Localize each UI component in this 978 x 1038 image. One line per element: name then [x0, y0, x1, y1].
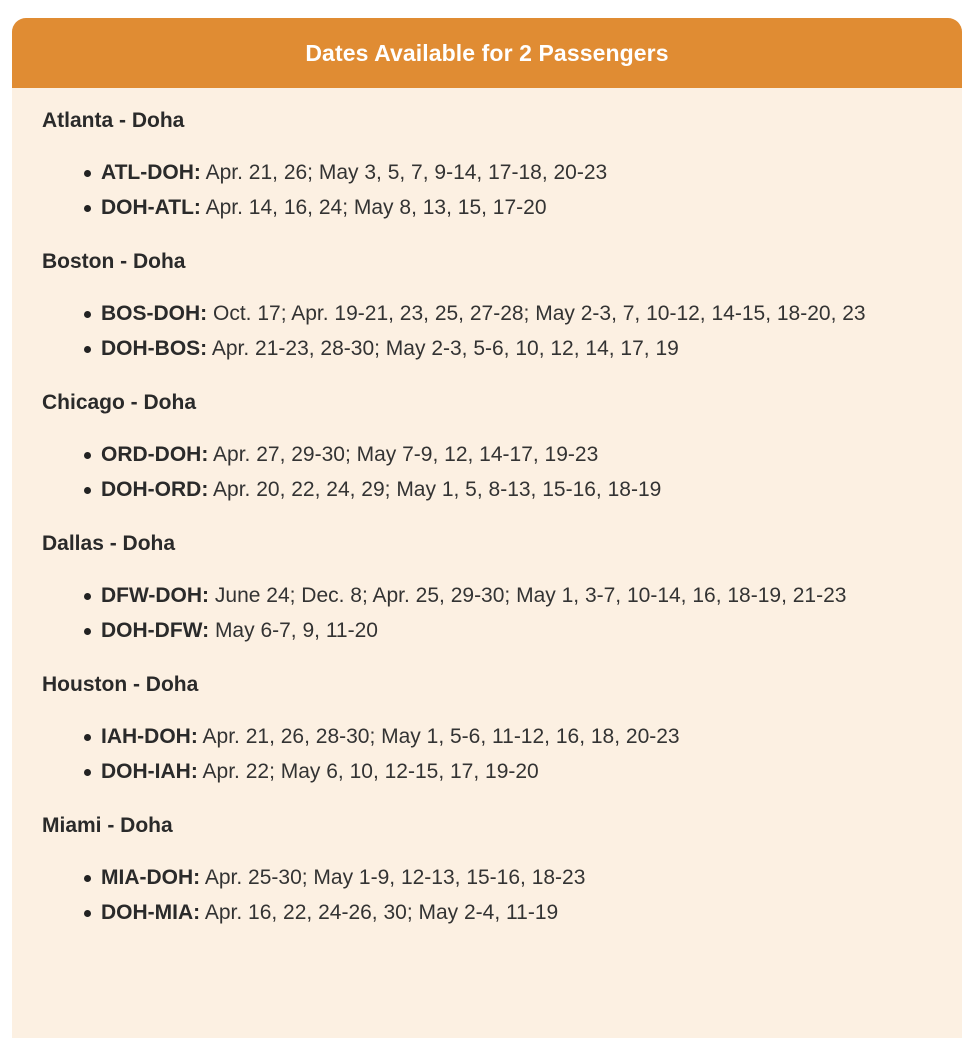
route-title: Dallas - Doha: [42, 532, 176, 555]
list-item: [42, 754, 932, 789]
leg-code: DOH-IAH:: [101, 760, 198, 783]
leg-code: DOH-BOS:: [101, 337, 208, 360]
route-list: [42, 860, 932, 930]
leg-dates: Apr. 21, 26, 28-30; May 1, 5-6, 11-12, 16, 18, 20-23: [202, 725, 680, 748]
route-title: Chicago - Doha: [42, 391, 197, 414]
leg-code: BOS-DOH:: [101, 302, 208, 325]
route-list: [42, 719, 932, 789]
list-item: [42, 296, 932, 331]
leg-dates: Apr. 21, 26; May 3, 5, 7, 9-14, 17-18, 20-23: [205, 161, 608, 184]
leg-code: ORD-DOH:: [101, 443, 209, 466]
route-list: [42, 578, 932, 648]
leg-code: DOH-ATL:: [101, 196, 201, 219]
list-item: [42, 190, 932, 225]
list-item: [42, 895, 932, 930]
leg-dates: Apr. 25-30; May 1-9, 12-13, 15-16, 18-23: [204, 866, 586, 889]
list-item: [42, 613, 932, 648]
card-body: [12, 88, 962, 930]
route-title: Houston - Doha: [42, 673, 199, 696]
route-section-atlanta: [42, 108, 932, 225]
leg-code: ATL-DOH:: [101, 161, 201, 184]
route-title: Miami - Doha: [42, 814, 173, 837]
list-item: [42, 860, 932, 895]
list-item: [42, 331, 932, 366]
leg-dates: Oct. 17; Apr. 19-21, 23, 25, 27-28; May 2-3, 7, 10-12, 14-15, 18-20, 23: [213, 302, 866, 325]
leg-dates: Apr. 20, 22, 24, 29; May 1, 5, 8-13, 15-16, 18-19: [213, 478, 662, 501]
leg-dates: May 6-7, 9, 11-20: [214, 619, 378, 642]
list-item: [42, 578, 932, 613]
list-item: [42, 719, 932, 754]
leg-code: MIA-DOH:: [101, 866, 201, 889]
leg-dates: Apr. 27, 29-30; May 7-9, 12, 14-17, 19-23: [213, 443, 599, 466]
list-item: [42, 472, 932, 507]
availability-card: [12, 18, 962, 1038]
card-title: Dates Available for 2 Passengers: [305, 39, 669, 66]
list-item: [42, 155, 932, 190]
leg-code: DFW-DOH:: [101, 584, 210, 607]
route-section-boston: [42, 249, 932, 366]
route-list: [42, 437, 932, 507]
leg-dates: Apr. 22; May 6, 10, 12-15, 17, 19-20: [202, 760, 539, 783]
route-section-dallas: [42, 531, 932, 648]
route-title: Atlanta - Doha: [42, 109, 185, 132]
list-item: [42, 437, 932, 472]
leg-code: IAH-DOH:: [101, 725, 198, 748]
route-list: [42, 155, 932, 225]
card-header: [12, 18, 962, 88]
route-section-miami: [42, 813, 932, 930]
route-section-chicago: [42, 390, 932, 507]
leg-dates: Apr. 21-23, 28-30; May 2-3, 5-6, 10, 12, 14, 17, 19: [211, 337, 679, 360]
leg-code: DOH-DFW:: [101, 619, 210, 642]
leg-code: DOH-ORD:: [101, 478, 209, 501]
leg-dates: Apr. 16, 22, 24-26, 30; May 2-4, 11-19: [204, 901, 559, 924]
route-title: Boston - Doha: [42, 250, 186, 273]
leg-code: DOH-MIA:: [101, 901, 201, 924]
leg-dates: June 24; Dec. 8; Apr. 25, 29-30; May 1, 3-7, 10-14, 16, 18-19, 21-23: [214, 584, 847, 607]
route-list: [42, 296, 932, 366]
leg-dates: Apr. 14, 16, 24; May 8, 13, 15, 17-20: [205, 196, 547, 219]
route-section-houston: [42, 672, 932, 789]
